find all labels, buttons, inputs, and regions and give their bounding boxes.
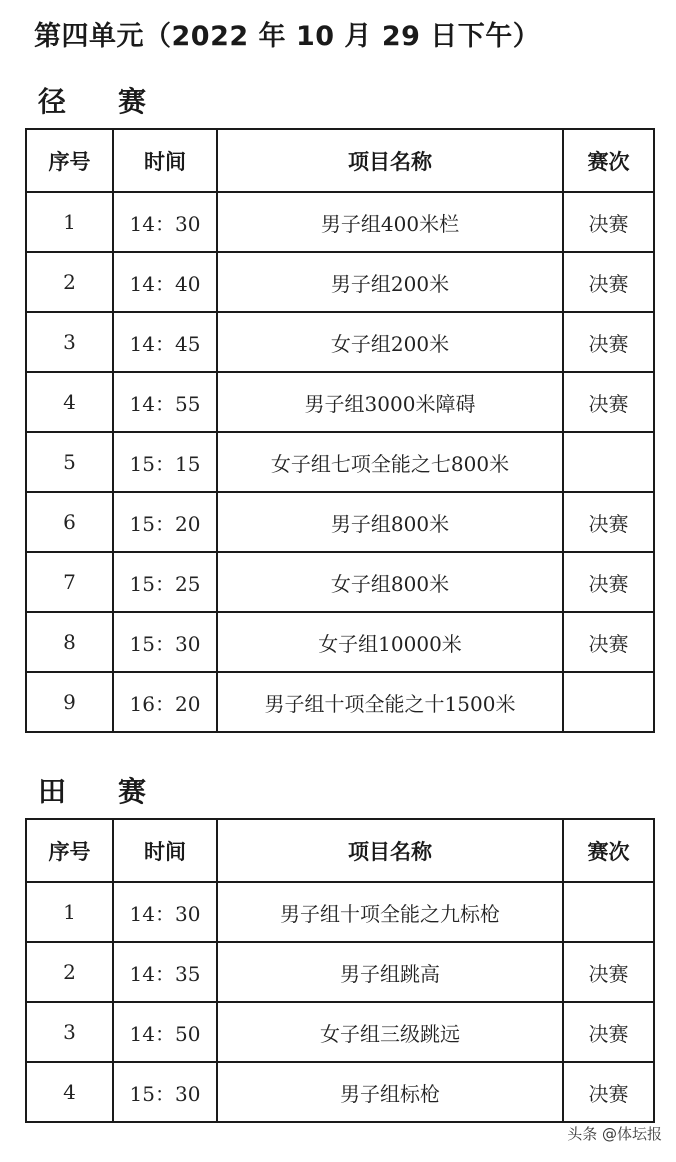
- cell-time: 14：40: [113, 252, 217, 312]
- cell-no: 4: [26, 372, 113, 432]
- cell-time: 15：20: [113, 492, 217, 552]
- cell-round: 决赛: [563, 192, 654, 252]
- cell-event: 女子组七项全能之七800米: [217, 432, 563, 492]
- table-row: [26, 552, 654, 612]
- cell-time: 14：30: [113, 882, 217, 942]
- cell-no: 1: [26, 192, 113, 252]
- cell-round: [563, 882, 654, 942]
- section-heading-track: 径赛: [38, 85, 199, 118]
- header-time: 时间: [113, 129, 217, 192]
- cell-no: 6: [26, 492, 113, 552]
- cell-event: 男子组十项全能之九标枪: [217, 882, 563, 942]
- cell-time: 15：30: [113, 1062, 217, 1122]
- cell-event: 男子组400米栏: [217, 192, 563, 252]
- cell-time: 14：45: [113, 312, 217, 372]
- header-no: 序号: [26, 819, 113, 882]
- cell-round: 决赛: [563, 1062, 654, 1122]
- cell-round: 决赛: [563, 612, 654, 672]
- cell-event: 女子组10000米: [217, 612, 563, 672]
- watermark: 头条 @体坛报: [567, 1125, 662, 1143]
- field-schedule-table: [25, 818, 655, 1123]
- cell-time: 14：50: [113, 1002, 217, 1062]
- table-row: [26, 1002, 654, 1062]
- table-row: [26, 942, 654, 1002]
- cell-no: 7: [26, 552, 113, 612]
- cell-round: 决赛: [563, 552, 654, 612]
- cell-round: 决赛: [563, 492, 654, 552]
- cell-time: 15：25: [113, 552, 217, 612]
- header-round: 赛次: [563, 819, 654, 882]
- table-row: [26, 192, 654, 252]
- table-row: [26, 252, 654, 312]
- page-title: 第四单元（2022 年 10 月 29 日下午）: [34, 21, 541, 52]
- cell-no: 4: [26, 1062, 113, 1122]
- cell-event: 男子组3000米障碍: [217, 372, 563, 432]
- cell-event: 男子组十项全能之十1500米: [217, 672, 563, 732]
- track-schedule-table: [25, 128, 655, 733]
- cell-no: 3: [26, 312, 113, 372]
- cell-no: 2: [26, 942, 113, 1002]
- cell-event: 男子组跳高: [217, 942, 563, 1002]
- header-event: 项目名称: [217, 819, 563, 882]
- cell-event: 男子组标枪: [217, 1062, 563, 1122]
- cell-event: 男子组200米: [217, 252, 563, 312]
- cell-no: 2: [26, 252, 113, 312]
- cell-time: 15：15: [113, 432, 217, 492]
- cell-no: 9: [26, 672, 113, 732]
- cell-no: 3: [26, 1002, 113, 1062]
- cell-event: 女子组800米: [217, 552, 563, 612]
- cell-time: 15：30: [113, 612, 217, 672]
- cell-round: 决赛: [563, 942, 654, 1002]
- header-round: 赛次: [563, 129, 654, 192]
- cell-round: [563, 432, 654, 492]
- cell-no: 8: [26, 612, 113, 672]
- cell-time: 16：20: [113, 672, 217, 732]
- table-header-row: [26, 129, 654, 192]
- cell-round: 决赛: [563, 372, 654, 432]
- header-no: 序号: [26, 129, 113, 192]
- table-row: [26, 492, 654, 552]
- table-row: [26, 672, 654, 732]
- cell-event: 女子组200米: [217, 312, 563, 372]
- table-row: [26, 1062, 654, 1122]
- cell-event: 女子组三级跳远: [217, 1002, 563, 1062]
- cell-time: 14：35: [113, 942, 217, 1002]
- table-header-row: [26, 819, 654, 882]
- cell-round: [563, 672, 654, 732]
- header-event: 项目名称: [217, 129, 563, 192]
- cell-round: 决赛: [563, 1002, 654, 1062]
- cell-round: 决赛: [563, 312, 654, 372]
- section-heading-field: 田赛: [38, 775, 199, 808]
- table-row: [26, 312, 654, 372]
- table-row: [26, 432, 654, 492]
- table-row: [26, 372, 654, 432]
- table-row: [26, 612, 654, 672]
- cell-no: 1: [26, 882, 113, 942]
- cell-time: 14：30: [113, 192, 217, 252]
- cell-round: 决赛: [563, 252, 654, 312]
- header-time: 时间: [113, 819, 217, 882]
- cell-no: 5: [26, 432, 113, 492]
- cell-event: 男子组800米: [217, 492, 563, 552]
- cell-time: 14：55: [113, 372, 217, 432]
- table-row: [26, 882, 654, 942]
